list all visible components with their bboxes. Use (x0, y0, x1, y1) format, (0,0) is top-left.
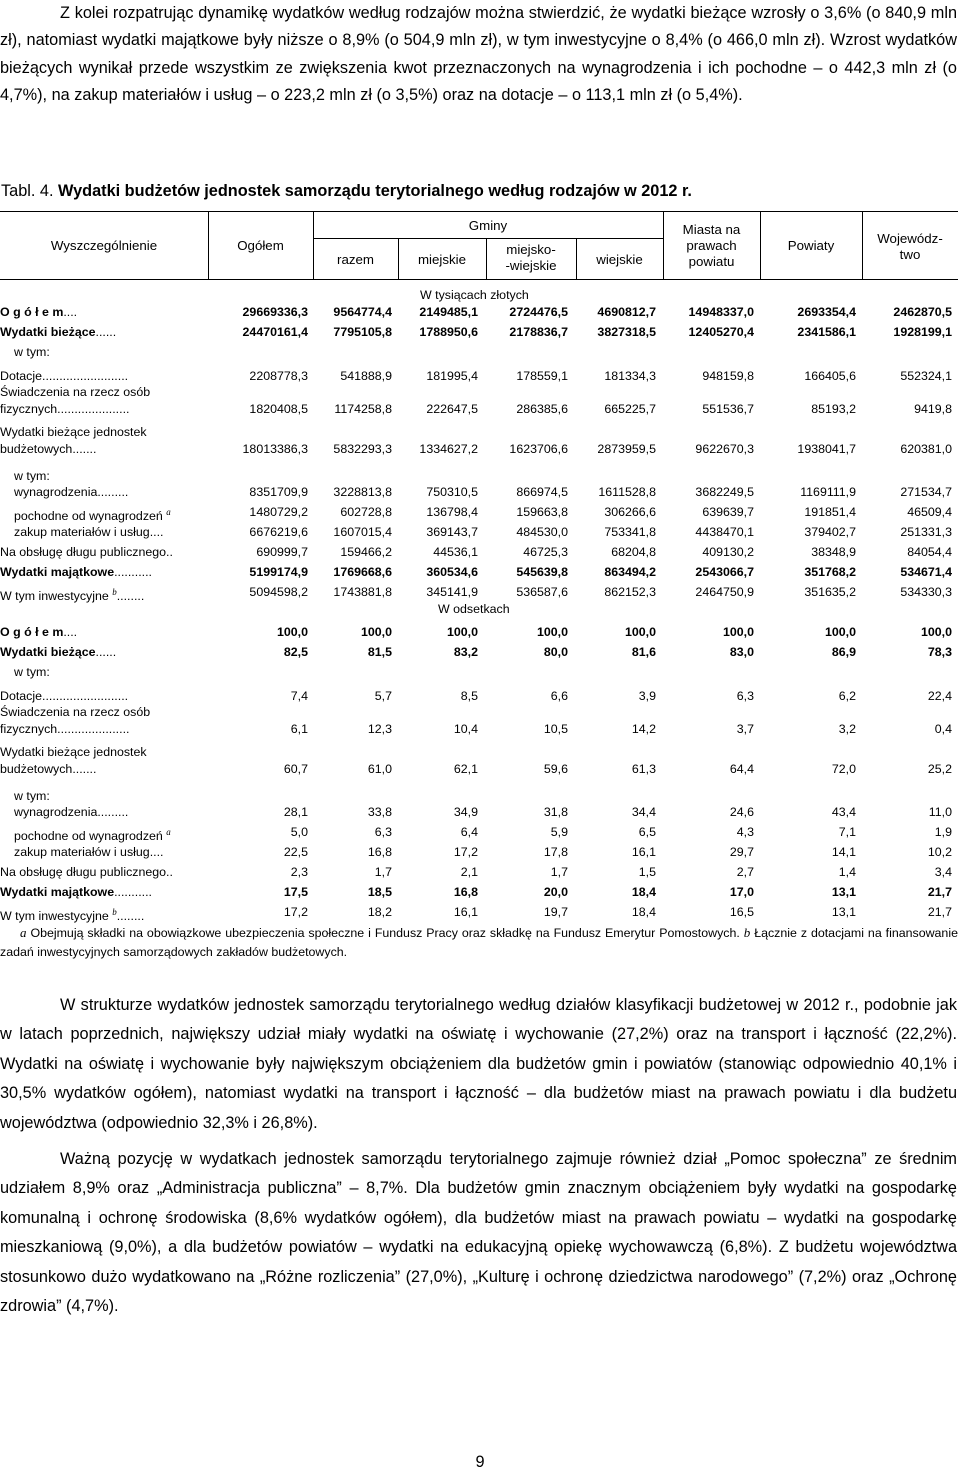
table-cell: 17,2 (283, 905, 308, 919)
table-cell: 1743881,8 (333, 585, 392, 599)
table-cell: 12,3 (367, 722, 392, 736)
row-label: budżetowych....... (0, 442, 97, 456)
row-label: zakup materiałów i usług.... (14, 845, 164, 859)
table-cell: 1480729,2 (249, 505, 308, 519)
table-cell: 5,0 (290, 825, 308, 839)
table-cell: 9622670,3 (695, 442, 754, 456)
row-label: w tym: (14, 345, 50, 359)
table-cell: 100,0 (276, 625, 308, 639)
table-cell: 38348,9 (811, 545, 856, 559)
table-cell: 1611528,8 (598, 485, 656, 499)
table-cell: 100,0 (722, 625, 754, 639)
table-row (0, 903, 958, 922)
table-cell: 24,6 (729, 805, 754, 819)
section-percent-label: W odsetkach (438, 602, 510, 616)
table-cell: 551536,7 (702, 402, 754, 416)
table-cell: 1769668,6 (333, 565, 392, 579)
table-cell: 18,4 (631, 885, 656, 899)
table-cell: 379402,7 (804, 525, 856, 539)
row-label-line: Wydatki bieżące jednostek (0, 745, 147, 759)
table-cell: 484530,0 (516, 525, 568, 539)
table-cell: 10,5 (543, 722, 568, 736)
table-cell: 6,3 (374, 825, 392, 839)
table-cell: 2464750,9 (695, 585, 754, 599)
table-cell: 286385,6 (516, 402, 568, 416)
table-cell: 136798,4 (426, 505, 478, 519)
table-cell: 85193,2 (811, 402, 856, 416)
table-cell: 3228813,8 (333, 485, 392, 499)
table-cell: 7,4 (290, 689, 308, 703)
table-cell: 18,2 (367, 905, 392, 919)
paragraph-3: Ważną pozycję w wydatkach jednostek samorządu terytorialnego zajmuje również dział „Pomoc społeczna” ze średnim udziałem 8,9% oraz „Administracja publiczna” – 8,7%. Dla budżetów gmin znacznym obciążeniem były wydatki na gospodarkę komunalną i ochronę środowiska (8,6% wydatków ogółem), dla budżetów miast na prawach powiatu – wydatki na gospodarkę mieszkaniową (9,0%), a dla budżetów powiatów – wydatki na edukacyjną opiekę wychowawczą (6,8%). Z budżetu województwa stosunkowo dużo wydatkowano na „Różne rozliczenia” (27,0%), „Kulturę i ochronę dziedzictwa narodowego” (7,2%) oraz „Ochronę zdrowia” (4,7%). (0, 1150, 957, 1316)
table-cell: 9564774,4 (333, 305, 392, 319)
table-cell: 351635,2 (804, 585, 856, 599)
table-cell: 1,7 (374, 865, 392, 879)
table-cell: 100,0 (824, 625, 856, 639)
table-cell: 8351709,9 (249, 485, 308, 499)
row-label: Wydatki majątkowe........... (0, 565, 152, 579)
table-cell: 34,9 (453, 805, 478, 819)
table-cell: 1,7 (550, 865, 568, 879)
row-label: W tym inwestycyjne $^b$........ (0, 587, 145, 604)
table-cell: 7,1 (838, 825, 856, 839)
table-cell: 83,2 (453, 645, 478, 659)
table-cell: 750310,5 (426, 485, 478, 499)
table-cell: 68204,8 (611, 545, 656, 559)
table-cell: 3682249,5 (695, 485, 754, 499)
table-row (0, 863, 958, 882)
table-cell: 178559,1 (516, 369, 568, 383)
table-cell: 6,2 (838, 689, 856, 703)
table-cell: 181334,3 (604, 369, 656, 383)
table-cell: 34,4 (631, 805, 656, 819)
table-cell: 22,4 (927, 689, 952, 703)
table-cell: 3827318,5 (597, 325, 656, 339)
table-cell: 1928199,1 (893, 325, 952, 339)
row-label: Wydatki bieżące...... (0, 645, 117, 659)
header-urban-rural: miejsko- -wiejskie (505, 242, 557, 273)
table-cell: 22,5 (283, 845, 308, 859)
table-cell: 369143,7 (426, 525, 478, 539)
table-row (0, 400, 958, 419)
table-cell: 64,4 (729, 762, 754, 776)
table-cell: 866974,5 (516, 485, 568, 499)
table-cell: 5094598,2 (249, 585, 308, 599)
table-cell: 3,7 (736, 722, 754, 736)
row-label: W tym inwestycyjne $^b$........ (0, 907, 145, 924)
table-cell: 862152,3 (604, 585, 656, 599)
gminy-rule (313, 238, 663, 239)
row-label: w tym: (14, 469, 50, 483)
table-cell: 4690812,7 (597, 305, 656, 319)
header-specification: Wyszczególnienie (50, 238, 158, 253)
table-cell: 6676219,6 (249, 525, 308, 539)
table-cell: 222647,5 (426, 402, 478, 416)
table-cell: 2693354,4 (797, 305, 856, 319)
table-cell: 60,7 (283, 762, 308, 776)
table-cell: 5199174,9 (249, 565, 308, 579)
table-row (0, 843, 958, 862)
table-cell: 4,3 (736, 825, 754, 839)
table-row (0, 503, 958, 522)
table-cell: 1,5 (638, 865, 656, 879)
row-label: w tym: (14, 789, 50, 803)
table-cell: 14,2 (631, 722, 656, 736)
table-row (0, 643, 958, 662)
table-row (0, 543, 958, 562)
table-cell: 13,1 (831, 905, 856, 919)
table-cell: 409130,2 (702, 545, 754, 559)
table-cell: 2178836,7 (509, 325, 568, 339)
table-cell: 159663,8 (516, 505, 568, 519)
table-cell: 11,0 (928, 805, 952, 819)
table-cell: 28,1 (283, 805, 308, 819)
table-cell: 46509,4 (907, 505, 952, 519)
table-cell: 181995,4 (426, 369, 478, 383)
table-cell: 6,5 (638, 825, 656, 839)
row-label-line: Wydatki bieżące jednostek (0, 425, 147, 439)
header-total: Ogółem (237, 238, 284, 253)
table-cell: 5,7 (374, 689, 392, 703)
table-cell: 1938041,7 (797, 442, 856, 456)
table-cell: 3,4 (934, 865, 952, 879)
table-cell: 14948337,0 (688, 305, 754, 319)
table-cell: 1623706,6 (509, 442, 568, 456)
table-cell: 83,0 (729, 645, 754, 659)
row-label: budżetowych....... (0, 762, 97, 776)
table-title (1, 181, 692, 201)
table-cell: 17,0 (729, 885, 754, 899)
table-cell: 2208778,3 (249, 369, 308, 383)
table-cell: 863494,2 (604, 565, 656, 579)
row-label: fizycznych..................... (0, 722, 130, 736)
row-label: pochodne od wynagrodzeń $^a$ (14, 507, 171, 524)
table-cell: 43,4 (831, 805, 856, 819)
table-cell: 345141,9 (426, 585, 478, 599)
row-label: w tym: (14, 665, 50, 679)
header-powiaty: Powiaty (787, 238, 835, 253)
table-cell: 13,1 (831, 885, 856, 899)
table-cell: 552324,1 (900, 369, 952, 383)
table-cell: 12405270,4 (688, 325, 754, 339)
table-cell: 271534,7 (900, 485, 952, 499)
table-cell: 665225,7 (604, 402, 656, 416)
table-cell: 14,1 (831, 845, 856, 859)
table-row (0, 303, 958, 322)
table-cell: 1,9 (934, 825, 952, 839)
row-label: Wydatki majątkowe........... (0, 885, 152, 899)
table-row (0, 883, 958, 902)
table-cell: 16,1 (453, 905, 478, 919)
table-cell: 251331,3 (900, 525, 952, 539)
header-bottom-rule (0, 279, 958, 280)
table-cell: 18,5 (367, 885, 392, 899)
table-cell: 620381,0 (900, 442, 952, 456)
row-label: wynagrodzenia......... (14, 485, 129, 499)
table-row (0, 623, 958, 642)
table-cell: 29669336,3 (242, 305, 308, 319)
table-cell: 3,2 (838, 722, 856, 736)
table-cell: 17,5 (283, 885, 308, 899)
table-cell: 351768,2 (804, 565, 856, 579)
table-cell: 16,8 (453, 885, 478, 899)
header-gminy: Gminy (468, 218, 508, 233)
table-cell: 86,9 (831, 645, 856, 659)
table-cell: 9419,8 (914, 402, 952, 416)
table-cell: 5,9 (550, 825, 568, 839)
table-cell: 191851,4 (804, 505, 856, 519)
row-label-line: Świadczenia na rzecz osób (0, 385, 151, 399)
paragraph-2: W strukturze wydatków jednostek samorządu terytorialnego według działów klasyfikacji budżetowej w 2012 r., podobnie jak w latach poprzednich, największy udział miały wydatki na oświatę i wychowanie (27,2%) oraz na transport i łączność (22,2%). Wydatki na oświatę i wychowanie były największym obciążeniem dla budżetów gmin i powiatów (stanowiąc odpowiednio 40,1% i 30,5% wydatków ogółem), natomiast wydatki na transport i łączność – dla budżetów miast na prawach powiatu i dla budżetu województwa (odpowiednio 32,3% i 26,8%). (0, 996, 957, 1132)
table-cell: 541888,9 (340, 369, 392, 383)
table-cell: 166405,6 (804, 369, 856, 383)
table-cell: 33,8 (367, 805, 392, 819)
table-cell: 29,7 (729, 845, 754, 859)
table-cell: 753341,8 (604, 525, 656, 539)
table-cell: 1820408,5 (249, 402, 308, 416)
header-voivodship: Wojewódz- two (877, 231, 943, 262)
table-cell: 360534,6 (426, 565, 478, 579)
table-row (0, 523, 958, 542)
footnote-a: Obejmują składki na obowiązkowe ubezpieczenia społeczne i Fundusz Pracy oraz składkę na Fundusz Emerytur Pomostowych. (30, 926, 740, 940)
table-cell: 100,0 (920, 625, 952, 639)
table-cell: 6,4 (460, 825, 478, 839)
table-cell: 2,3 (290, 865, 308, 879)
table-cell: 534671,4 (900, 565, 952, 579)
table-cell: 0,4 (934, 722, 952, 736)
table-cell: 534330,3 (900, 585, 952, 599)
table-cell: 1334627,2 (419, 442, 478, 456)
table-cell: 100,0 (624, 625, 656, 639)
table-cell: 31,8 (543, 805, 568, 819)
header-urban: miejskie (417, 252, 467, 267)
table-cell: 16,5 (729, 905, 754, 919)
table-cell: 639639,7 (702, 505, 754, 519)
table-cell: 16,8 (367, 845, 392, 859)
table-cell: 24470161,4 (242, 325, 308, 339)
table-cell: 62,1 (453, 762, 478, 776)
page-number: 9 (475, 1453, 485, 1471)
table-cell: 59,6 (543, 762, 568, 776)
table-cell: 8,5 (460, 689, 478, 703)
table-row (0, 483, 958, 502)
table-cell: 1607015,4 (333, 525, 392, 539)
table-title-text: Wydatki budżetów jednostek samorządu terytorialnego według rodzajów w 2012 r. (58, 182, 692, 200)
table-cell: 159466,2 (340, 545, 392, 559)
table-cell: 2149485,1 (419, 305, 478, 319)
table-row (0, 803, 958, 822)
table-cell: 306266,6 (604, 505, 656, 519)
table-cell: 7795105,8 (333, 325, 392, 339)
table-cell: 2873959,5 (597, 442, 656, 456)
row-label: Na obsługę długu publicznego.. (0, 545, 173, 559)
footnote-b: Łącznie z dotacjami na finansowanie zadań inwestycyjnych samorządowych zakładów budżetowych. (0, 926, 958, 959)
table-cell: 100,0 (360, 625, 392, 639)
row-label: Dotacje......................... (0, 369, 129, 383)
row-label: wynagrodzenia......... (14, 805, 129, 819)
table-cell: 81,5 (367, 645, 392, 659)
table-cell: 6,3 (736, 689, 754, 703)
table-cell: 602728,8 (340, 505, 392, 519)
table-cell: 46725,3 (523, 545, 568, 559)
table-cell: 690999,7 (256, 545, 308, 559)
table-cell: 1174258,8 (334, 402, 392, 416)
table-row (0, 440, 958, 459)
table-row (0, 563, 958, 582)
table-cell: 80,0 (543, 645, 568, 659)
table-cell: 536587,6 (516, 585, 568, 599)
table-cell: 6,1 (290, 722, 308, 736)
table-row (0, 343, 958, 362)
table-cell: 1,4 (838, 865, 856, 879)
table-number: Tabl. 4. (1, 182, 54, 200)
header-rural: wiejskie (596, 252, 643, 267)
table-cell: 948159,8 (702, 369, 754, 383)
table-cell: 2,7 (736, 865, 754, 879)
table-cell: 6,6 (550, 689, 568, 703)
table-row (0, 760, 958, 779)
table-cell: 2,1 (460, 865, 478, 879)
table-row (0, 720, 958, 739)
table-cell: 1169111,9 (800, 485, 856, 499)
table-cell: 61,0 (367, 762, 392, 776)
row-label: zakup materiałów i usług.... (14, 525, 164, 539)
table-cell: 21,7 (927, 885, 952, 899)
row-label: O g ó ł e m.... (0, 305, 78, 319)
table-cell: 545639,8 (516, 565, 568, 579)
table-cell: 82,5 (283, 645, 308, 659)
table-cell: 18,4 (631, 905, 656, 919)
table-row (0, 323, 958, 342)
table-cell: 20,0 (543, 885, 568, 899)
table-cell: 100,0 (446, 625, 478, 639)
table-cell: 25,2 (927, 762, 952, 776)
table-cell: 18013386,3 (242, 442, 308, 456)
table-cell: 5832293,3 (333, 442, 392, 456)
header-cities: Miasta na prawach powiatu (682, 222, 741, 269)
table-cell: 17,8 (543, 845, 568, 859)
table-cell: 1788950,6 (419, 325, 478, 339)
table-cell: 72,0 (831, 762, 856, 776)
footnote-a-mark: a (20, 925, 27, 940)
table-cell: 100,0 (536, 625, 568, 639)
header-top-rule (0, 211, 958, 212)
row-label: pochodne od wynagrodzeń $^a$ (14, 827, 171, 844)
table-footnotes (0, 923, 958, 962)
header-gminy-total: razem (337, 252, 374, 267)
row-label: Dotacje......................... (0, 689, 129, 703)
table-cell: 10,4 (453, 722, 478, 736)
intro-paragraph: Z kolei rozpatrując dynamikę wydatków według rodzajów można stwierdzić, że wydatki bieżące wzrosły o 3,6% (o 840,9 mln zł), natomiast wydatki majątkowe były niższe o 8,9% (o 504,9 mln zł), w tym inwestycyjne o 8,4% (o 466,0 mln zł). Wzrost wydatków bieżących wynikał przede wszystkim ze zwiększenia kwot przeznaczonych na wynagrodzenia i ich pochodne – o 442,3 mln zł (o 4,7%), na zakup materiałów i usług – o 223,2 mln zł (o 3,5%) oraz na dotacje – o 113,1 mln zł (o 5,4%). (0, 4, 957, 104)
row-label: Wydatki bieżące...... (0, 325, 117, 339)
table-cell: 19,7 (543, 905, 568, 919)
table-cell: 2543066,7 (695, 565, 754, 579)
section-thousands-label: W tysiącach złotych (420, 288, 529, 302)
table-cell: 2462870,5 (893, 305, 952, 319)
table-cell: 17,2 (453, 845, 478, 859)
table-cell: 2724476,5 (509, 305, 568, 319)
table-row (0, 823, 958, 842)
table-cell: 21,7 (927, 905, 952, 919)
table-cell: 84054,4 (907, 545, 952, 559)
table-cell: 81,6 (631, 645, 656, 659)
row-label: Na obsługę długu publicznego.. (0, 865, 173, 879)
table-cell: 16,1 (631, 845, 656, 859)
row-label: O g ó ł e m.... (0, 625, 78, 639)
table-row (0, 663, 958, 682)
table-cell: 2341586,1 (797, 325, 856, 339)
footnote-b-mark: b (743, 925, 751, 940)
table-cell: 78,3 (927, 645, 952, 659)
table-cell: 3,9 (638, 689, 656, 703)
table-cell: 4438470,1 (695, 525, 754, 539)
table-cell: 10,2 (927, 845, 952, 859)
row-label-line: Świadczenia na rzecz osób (0, 705, 151, 719)
table-cell: 44536,1 (433, 545, 478, 559)
table-cell: 61,3 (631, 762, 656, 776)
row-label: fizycznych..................... (0, 402, 130, 416)
